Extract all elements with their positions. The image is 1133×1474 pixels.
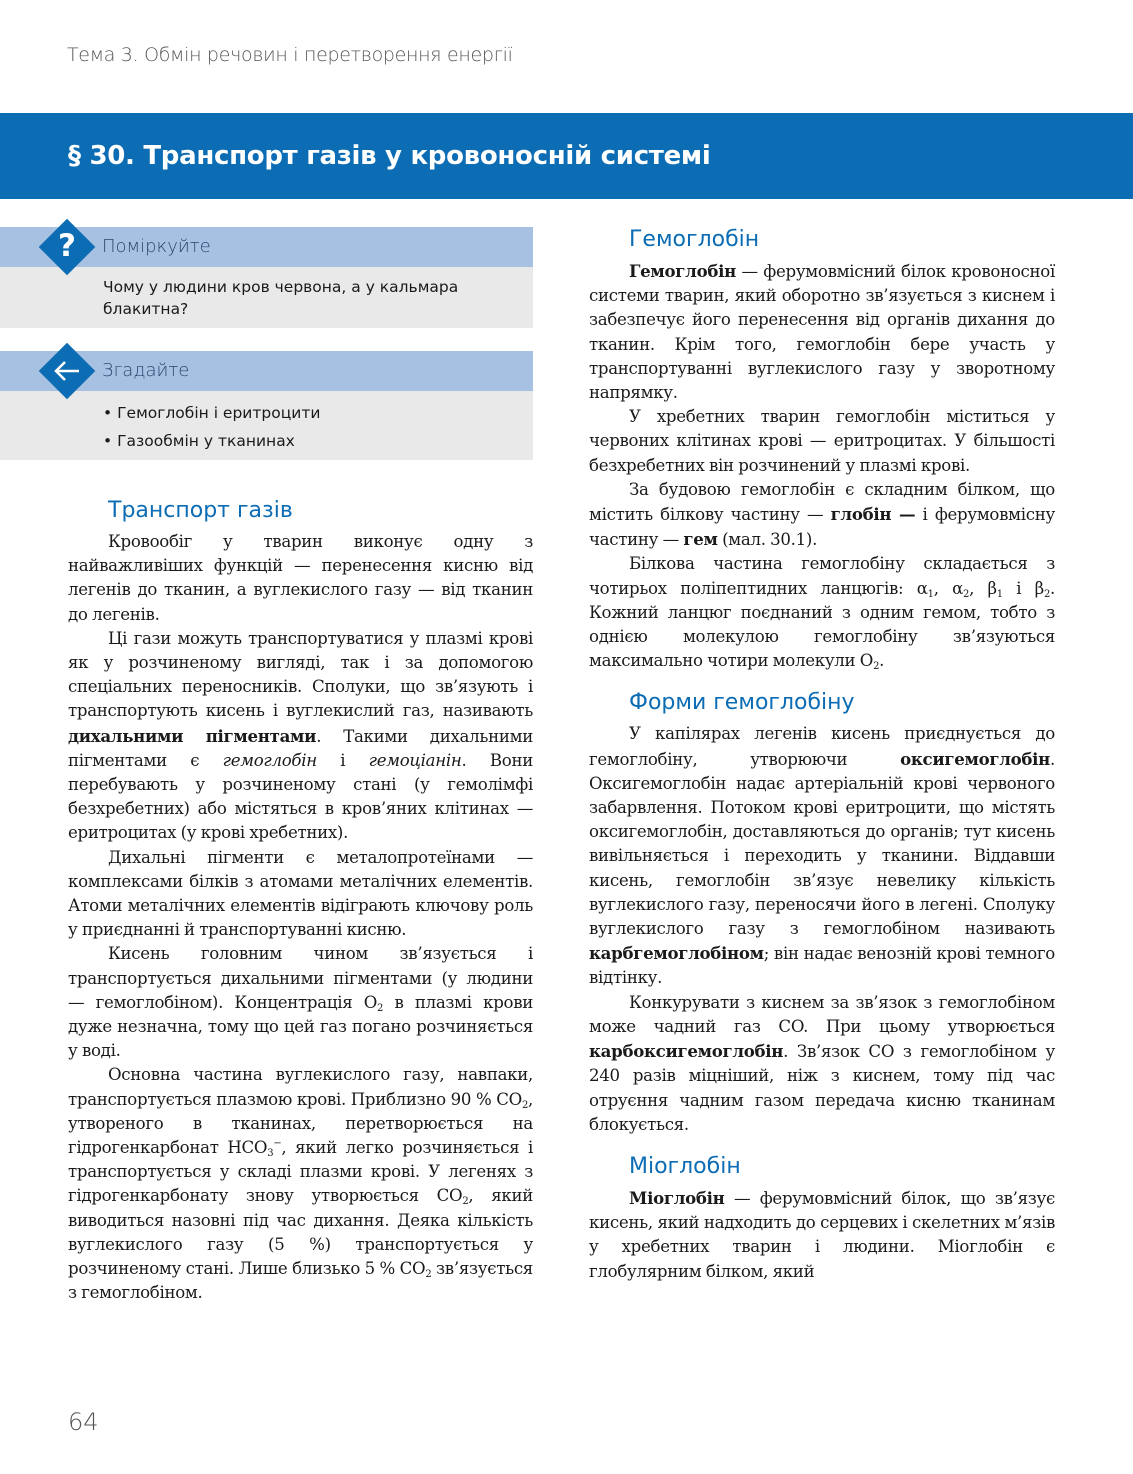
heading-gas-transport: Транспорт газів xyxy=(108,498,293,523)
think-box-body xyxy=(0,267,533,328)
heading-myoglobin: Міоглобін xyxy=(629,1153,741,1179)
recall-item: • Гемоглобін і еритроцити xyxy=(103,399,503,427)
right-column xyxy=(589,225,1055,1284)
recall-box xyxy=(0,351,533,460)
paragraph: Міоглобін — ферумовмісний білок, що зв’язує кисень, який надходить до серцевих і скелетних м’язів у хребетних тварин і людини. Міоглобін є глобулярним білком, який xyxy=(589,1187,1055,1281)
page-number: 64 xyxy=(68,1408,99,1436)
think-box-header xyxy=(0,227,533,267)
term-bold: Міоглобін xyxy=(629,1187,725,1208)
paragraph: Основна частина вуглекислого газу, навпаки, транспортується плазмою крові. Приблизно 90 % $CO_2$, утвореного в тканинах, перетворюється на гідрогенкарбонат $HCO_3^-$, який легко розчиняється і транспортується у складі плазми крові. У легенях з гідрогенкарбонату знову утворюється $CO_2$, який виводиться назовні під час дихання. Деяка кількість вуглекислого газу (5 %) транспортується у розчиненому стані. Лише близько 5 % $CO_2$ зв’язується з гемоглобіном. xyxy=(68,1065,534,1303)
recall-box-body xyxy=(0,391,533,460)
running-head: Тема 3. Обмін речовин і перетворення енергії xyxy=(67,44,513,66)
paragraph: Конкурувати з киснем за зв’язок з гемоглобіном може чадний газ CO. При цьому утворюється карбоксигемоглобін. Зв’язок CO з гемоглобіном у 240 разів міцніший, ніж з киснем, тому під час отруєння чадним газом передача кисню тканинам блокується. xyxy=(589,992,1055,1134)
paragraph: Гемоглобін — ферумовмісний білок кровоносної системи тварин, який оборотно зв’язується з киснем і забезпечує його перенесення від органів дихання до тканин. Крім того, гемоглобін бере участь у транспортуванні вуглекислого газу у зворотному напрямку. xyxy=(589,261,1055,403)
section-title: § 30. Транспорт газів у кровоносній системі xyxy=(68,141,711,171)
paragraph: У капілярах легенів кисень приєднується до гемоглобіну, утворюючи оксигемоглобін. Оксигемоглобін надає артеріальній крові червоного забарвлення. Потоком крові еритроцити, що містять оксигемоглобін, доставляються до органів; тут кисень вивільняється і переходить у тканини. Віддавши кисень, гемоглобін зв’язує невелику кількість вуглекислого газу, переносячи його в легені. Сполуку вуглекислого газу з гемоглобіном називають карбгемоглобіном; він надає венозній крові темного відтінку. xyxy=(589,724,1055,988)
section-banner xyxy=(0,113,1133,199)
think-box xyxy=(0,227,533,328)
term-bold: Гемоглобін xyxy=(629,261,736,281)
paragraph: Кисень головним чином зв’язується і транспортується дихальними пігментами (у людини — гемоглобіном). Концентрація $O_2$ в плазмі крови дуже незначна, тому що цей газ погано розчиняється у воді. xyxy=(68,944,534,1061)
paragraph: Кровообіг у тварин виконує одну з найважливіших функцій — перенесення кисню від легенів до тканин, а вуглекислого газу — від тканин до легенів. xyxy=(68,532,533,624)
recall-item: • Газообмін у тканинах xyxy=(103,427,503,455)
paragraph: Дихальні пігменти є металопротеїнами — комплексами білків з атомами металічних елементів. Атоми металічних елементів відіграють ключову роль у приєднанні й транспортуванні кисню. xyxy=(68,847,533,940)
paragraph: Білкова частина гемоглобіну складається з чотирьох поліпептидних ланцюгів: $\alpha_1$, $\alpha_2$, $\beta_1$ і $\beta_2$. Кожний ланцюг поєднаний з одним гемом, тобто з однією молекулою гемоглобіну зв’язуються максимально чотири молекули $O_2$. xyxy=(589,554,1056,673)
term-italic: гемоглобін xyxy=(222,750,317,770)
question-icon: ? xyxy=(58,228,76,264)
paragraph: Ці гази можуть транспортуватися у плазмі крові як у розчиненому вигляді, так і за допомогою спеціальних переносників. Сполуки, що зв’язують і транспортують кисень і вуглекислий газ, називають дихальними пігментами. Такими дихальними пігментами є гемоглобін і гемоціанін. Вони перебувають у розчиненому стані (у гемолімфі безхребетних) або містяться в кров’яних клітинах — еритроцитах (у крові хребетних). xyxy=(68,628,533,843)
recall-box-header xyxy=(0,351,533,391)
arrow-left-icon xyxy=(47,351,87,391)
think-box-label: Поміркуйте xyxy=(102,236,211,257)
heading-hemoglobin: Гемоглобін xyxy=(629,227,760,252)
left-column xyxy=(68,496,533,1306)
paragraph: За будовою гемоглобін є складним білком, що містить білкову частину — глобін — і ферумовмісну частину — гем (мал. 30.1). xyxy=(589,479,1055,550)
paragraph: У хребетних тварин гемоглобін міститься у червоних клітинах крові — еритроцитах. У більшості безхребетних він розчинений у плазмі крові. xyxy=(589,407,1055,475)
think-question: Чому у людини кров червона, а у кальмара блакитна? xyxy=(103,278,459,318)
term-bold: дихальними пігментами xyxy=(68,725,317,746)
heading-hemoglobin-forms: Форми гемоглобіну xyxy=(629,690,855,716)
term-italic: гемоціанін xyxy=(368,750,462,770)
recall-box-label: Згадайте xyxy=(102,360,190,381)
